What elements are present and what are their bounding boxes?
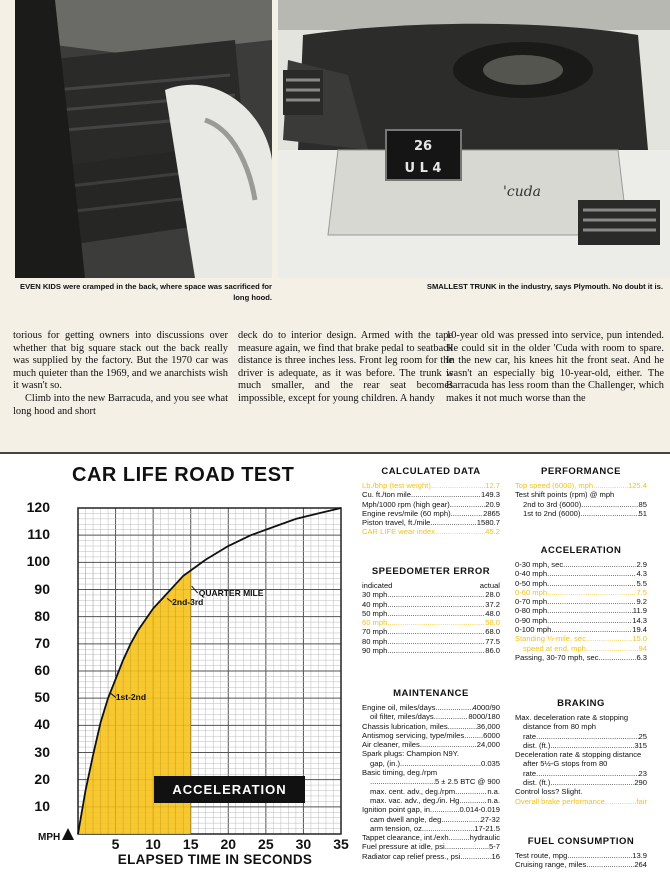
data-row [362,646,500,655]
row-value: 27-32 [480,814,500,824]
row-value: 6.3 [636,652,647,662]
row-value: 48.0 [485,608,500,618]
row-value: 25 [638,731,647,741]
license-plate-line2: U L 4 [404,161,442,176]
row-value: 15.0 [632,634,647,644]
row-label: Antismog servicing, type/miles [362,730,465,740]
row-label: 0-60 mph [515,587,548,597]
y-tick-label: 40 [34,716,50,733]
fuel-consumption-title: FUEL CONSUMPTION [527,836,635,847]
row-label: Engine oil, miles/days [362,703,436,712]
row-label: Max. deceleration rate & stopping [515,713,629,722]
row-label: Control loss? Slight. [515,787,583,797]
row-label: arm tension, oz [370,823,422,833]
data-row [362,852,500,861]
y-tick-label: 20 [34,770,50,787]
x-axis-title: ELAPSED TIME IN SECONDS [117,852,313,867]
row-value: 1580.7 [476,518,500,528]
row-label: Tappet clearance, int./exh. [362,833,451,843]
row-label: Test route, mpg [515,851,568,860]
data-row [362,490,500,499]
row-label: Standing ¼-mile, sec. [515,634,589,644]
data-row [362,637,500,646]
row-label: dist. (ft.) [523,778,551,788]
row-value: 315 [634,740,647,750]
row-value: n.a. [487,795,500,805]
y-tick-label: 30 [34,743,50,760]
data-row [362,509,500,518]
row-value: 0.035 [480,758,500,768]
x-tick-label: 35 [333,836,349,852]
fuel-consumption-section [515,836,647,870]
y-tick-label: 50 [34,689,50,706]
data-row [515,606,647,615]
data-row [515,597,647,606]
data-row [515,722,647,731]
data-row [515,569,647,578]
data-row [515,579,647,588]
data-row [362,600,500,609]
license-plate-line1: 26 [413,139,433,154]
data-row [362,787,500,796]
data-row [362,824,500,833]
row-value: 8000/180 [468,712,500,722]
calculated-data-section [362,466,500,537]
row-label: Chassis lubrication, miles [362,721,448,731]
row-label: Radiator cap relief press., psi [362,851,461,861]
row-value: 86.0 [485,646,500,656]
maintenance-title: MAINTENANCE [393,688,469,699]
data-row [515,616,647,625]
y-tick-label: 10 [34,797,50,814]
data-row [362,815,500,824]
col3-paragraph-1: 10-year old was pressed into service, pun intended. He could sit in the older 'Cuda with room to spare. In the new car, his knees hit the front seat. And he wasn't an especially big 10-year-old, either. The Barracuda has less room than the Challenger, which makes it not much worse than the [446,330,664,404]
data-row [362,481,500,490]
row-value: 6000 [483,730,500,740]
row-label: Ignition point gap, in [362,805,430,815]
data-row [362,759,500,768]
chart-title: CAR LIFE ROAD TEST [72,464,295,486]
y-tick-label: 120 [26,499,50,515]
caption-left-text: were cramped in the back, where space was sacrificed for long hood. [60,282,272,302]
row-label: dist. (ft.) [523,740,551,750]
row-label: 1st to 2nd (6000) [523,508,581,518]
row-value: 28.0 [485,590,500,600]
speedometer-head-right: actual [479,581,500,590]
row-value: 0.014-0.019 [459,805,500,815]
row-label: Piston travel, ft./mile [362,518,431,528]
row-label: Top speed (6000), mph [515,481,594,490]
row-label: 40 mph [362,599,388,609]
row-label: Basic timing, deg./rpm [362,768,438,778]
row-label: Deceleration rate & stopping distance [515,750,642,760]
y-tick-label: 70 [34,634,50,651]
row-value: 5 ± 2.5 BTC @ 900 [434,777,500,787]
row-value: 7.5 [636,587,647,597]
row-value: 51 [638,508,647,518]
row-value: 12.7 [485,481,500,490]
row-value: 5-7 [489,842,500,852]
data-row [362,712,500,721]
row-label: Overall brake performance [515,796,605,806]
row-value: 85 [638,499,647,509]
row-value: n.a. [487,786,500,796]
data-row [515,797,647,806]
row-label: 0-30 mph, sec [515,560,564,569]
data-row [362,518,500,527]
data-row [362,703,500,712]
row-value: 68.0 [485,627,500,637]
row-value: 24,000 [476,740,500,750]
row-label: Fuel pressure at idle, psi [362,842,445,852]
row-label: CAR LIFE wear index [362,527,436,537]
row-label: gap, (in.) [370,758,400,768]
row-label: 70 mph [362,627,388,637]
row-label: 0-90 mph [515,615,548,625]
row-value: 23 [638,768,647,778]
mph-arrow-icon [62,828,74,840]
row-label: 0-50 mph [515,578,548,588]
data-row [362,618,500,627]
data-row [515,560,647,569]
row-value: 36,000 [476,721,500,731]
data-row [362,796,500,805]
row-label: speed at end, mph [523,643,586,653]
row-label: Mph/1000 rpm (high gear) [362,499,450,509]
row-label: Cruising range, miles [515,860,587,870]
row-value: 125.4 [627,481,647,490]
braking-title: BRAKING [557,698,605,709]
speedometer-error-section [362,566,500,655]
row-value: 4.3 [636,569,647,579]
data-row [515,769,647,778]
row-label: Test shift points (rpm) @ mph [515,490,615,500]
speedometer-head-left: indicated [362,581,393,590]
row-label: max. cent. adv., deg./rpm [370,786,456,796]
col1-paragraph-2: Climb into the new Barracuda, and you see what long hood and short [13,392,228,417]
row-value: fair [636,796,647,806]
x-tick-label: 30 [295,836,312,852]
y-tick-label: 110 [27,526,50,543]
row-value: 4000/90 [472,703,500,712]
col1-paragraph-1: torious for getting owners into discussions over whether that big square stack out the back really was supplied by the factory. But the 1970 car was much quieter than the 1969, and we anarchists wish it wasn't so. [13,330,228,392]
data-row [515,490,647,499]
row-value: 17-21.5 [474,823,500,833]
annotation-label: 2nd-3rd [172,597,204,608]
data-row [515,860,647,869]
speedometer-header [362,581,500,590]
cuda-badge: 'cuda [503,184,542,200]
data-row [515,851,647,860]
caption-right-text: in the industry, says Plymouth. No doubt it is. [496,282,663,291]
annotation-label: QUARTER MILE [198,588,264,599]
row-value: 149.3 [480,490,500,500]
x-tick-label: 5 [111,836,120,852]
row-value: hydraulic [469,833,500,843]
data-row [362,731,500,740]
row-label: max. vac. adv., deg./in. Hg [370,795,460,805]
row-label: Passing, 30-70 mph, sec [515,652,599,662]
row-label: 0-40 mph [515,569,548,579]
braking-section [515,698,647,806]
data-row [362,768,500,777]
col2-paragraph-1: deck do to interior design. Armed with the tape measure again, we find that brake pedal to seatback distance is three inches less. Front leg room for the driver is adequate, as it was before. The trunk is much smaller, and the rear seat becomes impossible, except for young children. A handy [238,330,453,404]
data-row [362,627,500,636]
x-tick-label: 15 [182,836,199,852]
y-tick-label: 60 [34,662,50,678]
data-row [362,777,500,786]
row-value: 20.9 [485,499,500,509]
y-tick-label: 80 [34,607,50,624]
data-row [362,590,500,599]
row-value: 58.0 [485,618,500,628]
row-value: 16 [491,851,500,861]
data-row [515,653,647,662]
row-label: Air cleaner, miles [362,740,420,750]
row-label: 50 mph [362,608,388,618]
data-row [362,805,500,814]
row-label: Engine revs/mile (60 mph) [362,508,451,518]
x-tick-label: 25 [258,836,274,852]
performance-section [515,466,647,518]
row-value: 264 [634,860,647,870]
data-row [515,713,647,722]
row-value: 11.9 [632,606,647,616]
data-row [362,722,500,731]
row-value: 290 [634,778,647,788]
row-value: 77.5 [485,636,500,646]
acceleration-label: ACCELERATION [154,776,305,803]
row-value: 13.9 [632,851,647,860]
row-label: oil filter, miles/days [370,712,434,722]
data-row [362,833,500,842]
row-label: 30 mph [362,590,388,600]
data-row [515,759,647,768]
y-axis-label: MPH [38,832,61,843]
row-label: 0-100 mph [515,625,552,635]
acceleration-title: ACCELERATION [540,545,622,556]
annotation-label: 1st-2nd [115,692,147,703]
row-label: 2nd to 3rd (6000) [523,499,582,509]
x-tick-label: 20 [220,836,237,852]
data-row [515,588,647,597]
row-label: after 5½-G stops from 80 [523,759,608,769]
data-row [362,500,500,509]
row-value: 45.2 [485,527,500,537]
row-value: 14.3 [632,615,647,625]
data-row [362,842,500,851]
row-label: 80 mph [362,636,388,646]
row-label: 90 mph [362,646,388,656]
row-label: 60 mph [362,618,388,628]
performance-title: PERFORMANCE [541,466,621,477]
data-row [362,749,500,758]
data-row [515,509,647,518]
row-label: 0-80 mph [515,606,548,616]
data-row [515,778,647,787]
acceleration-section [515,545,647,662]
row-label: Cu. ft./ton mile [362,490,411,500]
row-label: rate [523,731,537,741]
y-tick-label: 100 [26,553,50,570]
row-label: Lb./bhp (test weight) [362,481,431,490]
data-row [515,741,647,750]
speedometer-error-title: SPEEDOMETER ERROR [371,566,491,577]
row-value: 2.9 [636,560,647,569]
y-tick-label: 90 [34,580,50,597]
data-row [515,732,647,741]
row-label: 0-70 mph [515,597,548,607]
row-value: 94 [638,643,647,653]
data-row [515,750,647,759]
maintenance-section [362,688,500,861]
row-value: 5.5 [636,578,647,588]
data-row [515,634,647,643]
data-row [515,500,647,509]
row-label: distance from 80 mph [523,722,597,732]
caption-left-bold: EVEN KIDS [20,282,61,291]
row-value: 9.2 [636,597,647,607]
row-value: 19.4 [632,625,647,635]
data-row [362,609,500,618]
data-row [362,740,500,749]
caption-right-bold: SMALLEST TRUNK [426,282,497,291]
calculated-data-title: CALCULATED DATA [381,466,481,477]
data-row [362,527,500,536]
data-row [515,481,647,490]
data-row [515,644,647,653]
row-label: rate [523,768,537,778]
row-value: 2865 [483,508,500,518]
data-row [515,625,647,634]
row-value: 37.2 [485,599,500,609]
row-label: Spark plugs: Champion N9Y. [362,749,459,759]
row-label: cam dwell angle, deg [370,814,442,824]
data-row [515,787,647,796]
x-tick-label: 10 [145,836,161,852]
